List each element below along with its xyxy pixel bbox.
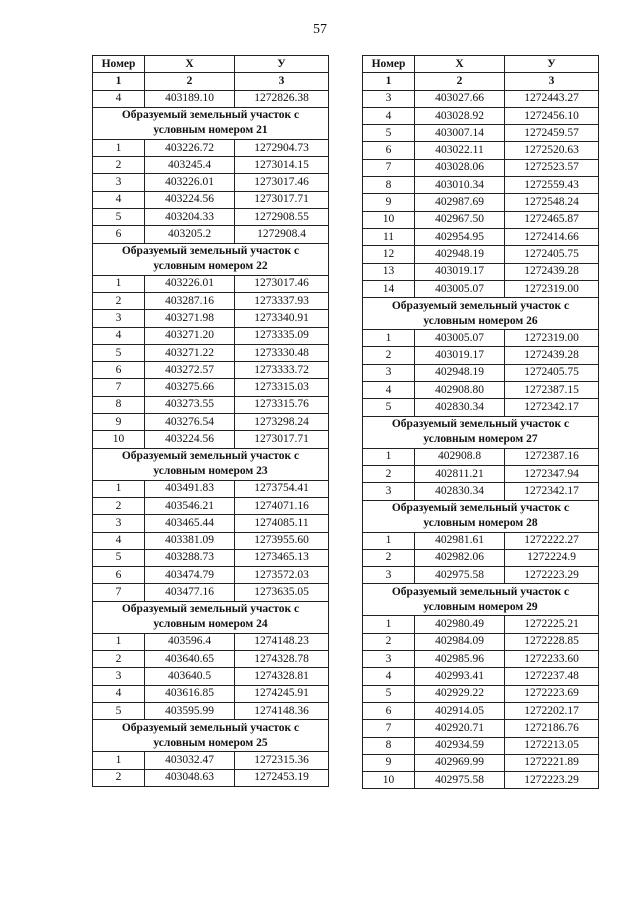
x-coordinate-cell: 402993.41 <box>415 668 505 685</box>
x-coordinate-cell: 403596.4 <box>145 633 235 650</box>
x-coordinate-cell: 402914.05 <box>415 702 505 719</box>
x-coordinate-cell: 403028.06 <box>415 159 505 176</box>
table-row <box>93 310 329 327</box>
y-coordinate-cell: 1273572.03 <box>235 567 329 584</box>
y-coordinate-cell: 1272347.94 <box>505 465 599 482</box>
table-row <box>93 362 329 379</box>
table-row <box>363 107 599 124</box>
x-coordinate-cell: 402811.21 <box>415 465 505 482</box>
point-number-cell: 10 <box>93 431 145 448</box>
x-coordinate-cell: 402954.95 <box>415 228 505 245</box>
y-coordinate-cell: 1274328.78 <box>235 651 329 668</box>
y-coordinate-cell: 1273017.46 <box>235 174 329 191</box>
y-coordinate-cell: 1273754.41 <box>235 480 329 497</box>
point-number-cell: 3 <box>363 651 415 668</box>
table-row <box>363 194 599 211</box>
table-row <box>93 396 329 413</box>
x-coordinate-cell: 403226.72 <box>145 139 235 156</box>
x-coordinate-cell: 403224.56 <box>145 431 235 448</box>
point-number-cell: 1 <box>93 275 145 292</box>
table-row <box>363 532 599 549</box>
x-coordinate-cell: 403028.92 <box>415 107 505 124</box>
x-coordinate-cell: 403271.20 <box>145 327 235 344</box>
x-coordinate-cell: 402908.80 <box>415 382 505 399</box>
x-coordinate-cell: 403027.66 <box>415 90 505 107</box>
table-row <box>363 246 599 263</box>
table-row <box>363 211 599 228</box>
y-coordinate-cell: 1274085.11 <box>235 515 329 532</box>
group-heading-row <box>93 107 329 139</box>
coordinates-table-left <box>92 55 329 787</box>
point-number-cell: 4 <box>363 107 415 124</box>
column-index: 3 <box>505 73 599 90</box>
table-row <box>363 228 599 245</box>
y-coordinate-cell: 1272520.63 <box>505 142 599 159</box>
parcel-group-heading: Образуемый земельный участок с условным номером 27 <box>363 416 599 448</box>
y-coordinate-cell: 1273315.76 <box>235 396 329 413</box>
x-coordinate-cell: 403381.09 <box>145 532 235 549</box>
x-coordinate-cell: 403032.47 <box>145 752 235 769</box>
table-row <box>93 651 329 668</box>
parcel-group-heading: Образуемый земельный участок с условным номером 28 <box>363 500 599 532</box>
point-number-cell: 6 <box>363 142 415 159</box>
table-row <box>93 769 329 786</box>
y-coordinate-cell: 1273017.71 <box>235 191 329 208</box>
x-coordinate-cell: 403005.07 <box>415 330 505 347</box>
x-coordinate-cell: 403616.85 <box>145 685 235 702</box>
table-row <box>363 702 599 719</box>
point-number-cell: 2 <box>93 157 145 174</box>
y-coordinate-cell: 1272908.4 <box>235 226 329 243</box>
x-coordinate-cell: 403474.79 <box>145 567 235 584</box>
y-coordinate-cell: 1273955.60 <box>235 532 329 549</box>
group-heading-row <box>363 298 599 330</box>
y-coordinate-cell: 1272548.24 <box>505 194 599 211</box>
table-row <box>93 668 329 685</box>
x-coordinate-cell: 403271.98 <box>145 310 235 327</box>
page-number: 57 <box>313 22 327 37</box>
x-coordinate-cell: 403005.07 <box>415 280 505 297</box>
column-header: Номер <box>363 56 415 73</box>
x-coordinate-cell: 403271.22 <box>145 344 235 361</box>
table-row <box>363 364 599 381</box>
point-number-cell: 3 <box>363 90 415 107</box>
y-coordinate-cell: 1272223.69 <box>505 685 599 702</box>
table-row <box>93 90 329 107</box>
x-coordinate-cell: 403288.73 <box>145 549 235 566</box>
x-coordinate-cell: 402830.34 <box>415 399 505 416</box>
y-coordinate-cell: 1272523.57 <box>505 159 599 176</box>
point-number-cell: 3 <box>93 515 145 532</box>
table-row <box>93 275 329 292</box>
y-coordinate-cell: 1274328.81 <box>235 668 329 685</box>
x-coordinate-cell: 403189.10 <box>145 90 235 107</box>
point-number-cell: 3 <box>93 668 145 685</box>
point-number-cell: 5 <box>93 702 145 719</box>
point-number-cell: 4 <box>93 685 145 702</box>
x-coordinate-cell: 403205.2 <box>145 226 235 243</box>
x-coordinate-cell: 403276.54 <box>145 414 235 431</box>
point-number-cell: 13 <box>363 263 415 280</box>
x-coordinate-cell: 403226.01 <box>145 275 235 292</box>
x-coordinate-cell: 402975.58 <box>415 772 505 789</box>
y-coordinate-cell: 1272342.17 <box>505 399 599 416</box>
point-number-cell: 10 <box>363 772 415 789</box>
point-number-cell: 1 <box>363 616 415 633</box>
point-number-cell: 5 <box>363 685 415 702</box>
point-number-cell: 3 <box>93 310 145 327</box>
point-number-cell: 6 <box>93 362 145 379</box>
table-row <box>93 191 329 208</box>
group-heading-row <box>363 500 599 532</box>
point-number-cell: 6 <box>93 226 145 243</box>
table-row <box>363 772 599 789</box>
table-row <box>93 549 329 566</box>
x-coordinate-cell: 403204.33 <box>145 209 235 226</box>
column-index: 1 <box>93 73 145 90</box>
table-row <box>363 616 599 633</box>
column-index-row <box>363 73 599 90</box>
x-coordinate-cell: 403546.21 <box>145 497 235 514</box>
column-header: Номер <box>93 56 145 73</box>
table-row <box>363 651 599 668</box>
y-coordinate-cell: 1274071.16 <box>235 497 329 514</box>
table-row <box>93 344 329 361</box>
point-number-cell: 5 <box>363 125 415 142</box>
table-row <box>363 737 599 754</box>
point-number-cell: 12 <box>363 246 415 263</box>
y-coordinate-cell: 1272559.43 <box>505 177 599 194</box>
x-coordinate-cell: 402981.61 <box>415 532 505 549</box>
table-row <box>363 159 599 176</box>
point-number-cell: 14 <box>363 280 415 297</box>
column-index: 3 <box>235 73 329 90</box>
x-coordinate-cell: 403019.17 <box>415 263 505 280</box>
table-row <box>93 139 329 156</box>
table-row <box>363 448 599 465</box>
x-coordinate-cell: 402969.99 <box>415 754 505 771</box>
table-row <box>93 327 329 344</box>
point-number-cell: 7 <box>363 159 415 176</box>
table-row <box>363 685 599 702</box>
table-row <box>363 382 599 399</box>
point-number-cell: 5 <box>93 344 145 361</box>
x-coordinate-cell: 402948.19 <box>415 364 505 381</box>
table-row <box>363 399 599 416</box>
x-coordinate-cell: 402985.96 <box>415 651 505 668</box>
x-coordinate-cell: 402934.59 <box>415 737 505 754</box>
x-coordinate-cell: 403226.01 <box>145 174 235 191</box>
coordinates-table-right <box>362 55 599 789</box>
table-header-row <box>93 56 329 73</box>
y-coordinate-cell: 1272826.38 <box>235 90 329 107</box>
y-coordinate-cell: 1272222.27 <box>505 532 599 549</box>
table-row <box>363 177 599 194</box>
point-number-cell: 2 <box>93 292 145 309</box>
point-number-cell: 8 <box>93 396 145 413</box>
y-coordinate-cell: 1272439.28 <box>505 263 599 280</box>
x-coordinate-cell: 403477.16 <box>145 584 235 601</box>
column-index: 2 <box>415 73 505 90</box>
table-row <box>363 754 599 771</box>
table-row <box>363 280 599 297</box>
point-number-cell: 6 <box>363 702 415 719</box>
y-coordinate-cell: 1272228.85 <box>505 633 599 650</box>
x-coordinate-cell: 402980.49 <box>415 616 505 633</box>
table-row <box>93 157 329 174</box>
point-number-cell: 8 <box>363 737 415 754</box>
x-coordinate-cell: 403275.66 <box>145 379 235 396</box>
table-row <box>93 431 329 448</box>
x-coordinate-cell: 403010.34 <box>415 177 505 194</box>
point-number-cell: 4 <box>93 532 145 549</box>
x-coordinate-cell: 403007.14 <box>415 125 505 142</box>
point-number-cell: 9 <box>363 194 415 211</box>
table-row <box>363 330 599 347</box>
table-row <box>93 379 329 396</box>
y-coordinate-cell: 1272387.15 <box>505 382 599 399</box>
x-coordinate-cell: 402920.71 <box>415 720 505 737</box>
table-row <box>363 633 599 650</box>
x-coordinate-cell: 402982.06 <box>415 549 505 566</box>
y-coordinate-cell: 1273298.24 <box>235 414 329 431</box>
parcel-group-heading: Образуемый земельный участок с условным номером 25 <box>93 720 329 752</box>
x-coordinate-cell: 403595.99 <box>145 702 235 719</box>
column-index-row <box>93 73 329 90</box>
x-coordinate-cell: 403287.16 <box>145 292 235 309</box>
point-number-cell: 1 <box>93 633 145 650</box>
y-coordinate-cell: 1272319.00 <box>505 330 599 347</box>
x-coordinate-cell: 403224.56 <box>145 191 235 208</box>
y-coordinate-cell: 1272233.60 <box>505 651 599 668</box>
x-coordinate-cell: 403019.17 <box>415 347 505 364</box>
y-coordinate-cell: 1272342.17 <box>505 483 599 500</box>
y-coordinate-cell: 1272439.28 <box>505 347 599 364</box>
point-number-cell: 1 <box>363 532 415 549</box>
x-coordinate-cell: 403640.5 <box>145 668 235 685</box>
parcel-group-heading: Образуемый земельный участок с условным номером 24 <box>93 601 329 633</box>
x-coordinate-cell: 402830.34 <box>415 483 505 500</box>
table-row <box>93 292 329 309</box>
y-coordinate-cell: 1273330.48 <box>235 344 329 361</box>
x-coordinate-cell: 402929.22 <box>415 685 505 702</box>
parcel-group-heading: Образуемый земельный участок с условным номером 22 <box>93 243 329 275</box>
point-number-cell: 2 <box>93 769 145 786</box>
point-number-cell: 11 <box>363 228 415 245</box>
x-coordinate-cell: 403245.4 <box>145 157 235 174</box>
x-coordinate-cell: 402975.58 <box>415 567 505 584</box>
y-coordinate-cell: 1272224.9 <box>505 549 599 566</box>
y-coordinate-cell: 1272405.75 <box>505 364 599 381</box>
table-row <box>363 142 599 159</box>
table-row <box>93 532 329 549</box>
point-number-cell: 2 <box>363 633 415 650</box>
y-coordinate-cell: 1273014.15 <box>235 157 329 174</box>
table-row <box>363 347 599 364</box>
point-number-cell: 1 <box>93 480 145 497</box>
table-row <box>93 567 329 584</box>
table-row <box>93 633 329 650</box>
table-row <box>363 483 599 500</box>
y-coordinate-cell: 1273337.93 <box>235 292 329 309</box>
table-row <box>93 480 329 497</box>
x-coordinate-cell: 402948.19 <box>415 246 505 263</box>
point-number-cell: 1 <box>363 330 415 347</box>
point-number-cell: 7 <box>93 379 145 396</box>
group-heading-row <box>363 584 599 616</box>
point-number-cell: 9 <box>93 414 145 431</box>
y-coordinate-cell: 1273315.03 <box>235 379 329 396</box>
column-index: 1 <box>363 73 415 90</box>
point-number-cell: 2 <box>363 465 415 482</box>
y-coordinate-cell: 1272456.10 <box>505 107 599 124</box>
x-coordinate-cell: 402908.8 <box>415 448 505 465</box>
y-coordinate-cell: 1272223.29 <box>505 567 599 584</box>
x-coordinate-cell: 403022.11 <box>415 142 505 159</box>
y-coordinate-cell: 1273333.72 <box>235 362 329 379</box>
point-number-cell: 2 <box>93 497 145 514</box>
y-coordinate-cell: 1274245.91 <box>235 685 329 702</box>
y-coordinate-cell: 1272319.00 <box>505 280 599 297</box>
y-coordinate-cell: 1272459.57 <box>505 125 599 142</box>
point-number-cell: 7 <box>363 720 415 737</box>
table-row <box>363 668 599 685</box>
column-header: X <box>145 56 235 73</box>
x-coordinate-cell: 403272.57 <box>145 362 235 379</box>
table-row <box>363 90 599 107</box>
point-number-cell: 4 <box>93 90 145 107</box>
group-heading-row <box>363 416 599 448</box>
column-header: X <box>415 56 505 73</box>
parcel-group-heading: Образуемый земельный участок с условным номером 26 <box>363 298 599 330</box>
group-heading-row <box>93 243 329 275</box>
group-heading-row <box>93 601 329 633</box>
table-header-row <box>363 56 599 73</box>
y-coordinate-cell: 1272387.16 <box>505 448 599 465</box>
y-coordinate-cell: 1274148.23 <box>235 633 329 650</box>
x-coordinate-cell: 402984.09 <box>415 633 505 650</box>
table-row <box>93 497 329 514</box>
point-number-cell: 1 <box>93 139 145 156</box>
y-coordinate-cell: 1273340.91 <box>235 310 329 327</box>
y-coordinate-cell: 1272221.89 <box>505 754 599 771</box>
y-coordinate-cell: 1272186.76 <box>505 720 599 737</box>
y-coordinate-cell: 1273635.05 <box>235 584 329 601</box>
table-row <box>93 174 329 191</box>
column-header: У <box>235 56 329 73</box>
y-coordinate-cell: 1272315.36 <box>235 752 329 769</box>
y-coordinate-cell: 1272202.17 <box>505 702 599 719</box>
y-coordinate-cell: 1273017.71 <box>235 431 329 448</box>
y-coordinate-cell: 1274148.36 <box>235 702 329 719</box>
point-number-cell: 4 <box>363 382 415 399</box>
point-number-cell: 3 <box>363 567 415 584</box>
parcel-group-heading: Образуемый земельный участок с условным номером 29 <box>363 584 599 616</box>
point-number-cell: 4 <box>93 327 145 344</box>
table-row <box>93 414 329 431</box>
point-number-cell: 3 <box>363 483 415 500</box>
y-coordinate-cell: 1272904.73 <box>235 139 329 156</box>
x-coordinate-cell: 403273.55 <box>145 396 235 413</box>
table-row <box>93 752 329 769</box>
table-row <box>363 125 599 142</box>
table-row <box>93 702 329 719</box>
point-number-cell: 2 <box>363 347 415 364</box>
table-row <box>93 685 329 702</box>
y-coordinate-cell: 1272414.66 <box>505 228 599 245</box>
x-coordinate-cell: 403640.65 <box>145 651 235 668</box>
point-number-cell: 5 <box>363 399 415 416</box>
point-number-cell: 8 <box>363 177 415 194</box>
y-coordinate-cell: 1273465.13 <box>235 549 329 566</box>
y-coordinate-cell: 1273017.46 <box>235 275 329 292</box>
point-number-cell: 4 <box>93 191 145 208</box>
y-coordinate-cell: 1272225.21 <box>505 616 599 633</box>
table-row <box>363 549 599 566</box>
parcel-group-heading: Образуемый земельный участок с условным номером 23 <box>93 448 329 480</box>
y-coordinate-cell: 1272237.48 <box>505 668 599 685</box>
table-row <box>93 226 329 243</box>
y-coordinate-cell: 1272213.05 <box>505 737 599 754</box>
table-row <box>363 567 599 584</box>
point-number-cell: 10 <box>363 211 415 228</box>
point-number-cell: 5 <box>93 549 145 566</box>
y-coordinate-cell: 1272465.87 <box>505 211 599 228</box>
y-coordinate-cell: 1272223.29 <box>505 772 599 789</box>
x-coordinate-cell: 402987.69 <box>415 194 505 211</box>
group-heading-row <box>93 720 329 752</box>
table-row <box>93 515 329 532</box>
point-number-cell: 5 <box>93 209 145 226</box>
x-coordinate-cell: 402967.50 <box>415 211 505 228</box>
point-number-cell: 6 <box>93 567 145 584</box>
point-number-cell: 4 <box>363 668 415 685</box>
point-number-cell: 1 <box>363 448 415 465</box>
point-number-cell: 2 <box>93 651 145 668</box>
table-row <box>363 720 599 737</box>
point-number-cell: 9 <box>363 754 415 771</box>
group-heading-row <box>93 448 329 480</box>
table-row <box>363 465 599 482</box>
x-coordinate-cell: 403465.44 <box>145 515 235 532</box>
table-row <box>363 263 599 280</box>
x-coordinate-cell: 403491.83 <box>145 480 235 497</box>
table-row <box>93 584 329 601</box>
column-index: 2 <box>145 73 235 90</box>
point-number-cell: 7 <box>93 584 145 601</box>
y-coordinate-cell: 1273335.09 <box>235 327 329 344</box>
parcel-group-heading: Образуемый земельный участок с условным номером 21 <box>93 107 329 139</box>
y-coordinate-cell: 1272405.75 <box>505 246 599 263</box>
y-coordinate-cell: 1272443.27 <box>505 90 599 107</box>
point-number-cell: 3 <box>363 364 415 381</box>
x-coordinate-cell: 403048.63 <box>145 769 235 786</box>
point-number-cell: 3 <box>93 174 145 191</box>
column-header: У <box>505 56 599 73</box>
point-number-cell: 2 <box>363 549 415 566</box>
y-coordinate-cell: 1272908.55 <box>235 209 329 226</box>
point-number-cell: 1 <box>93 752 145 769</box>
table-row <box>93 209 329 226</box>
y-coordinate-cell: 1272453.19 <box>235 769 329 786</box>
